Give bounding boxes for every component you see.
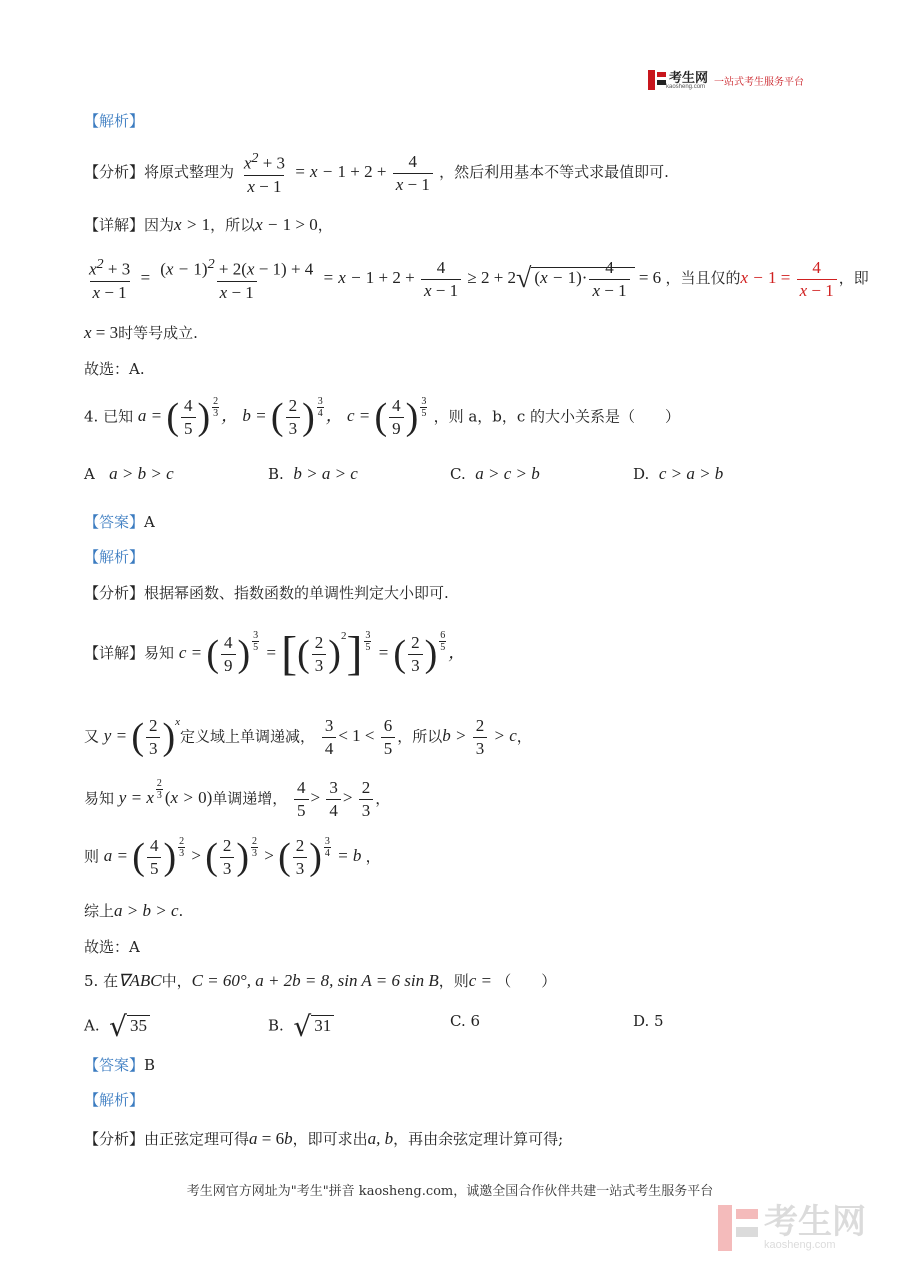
text: ，则 [438,972,469,990]
fenxi-tag: 【分析】 [84,163,145,182]
triangle: ∇ABC [118,971,162,990]
formula: a = ( $\frac{4}{5}$ ) $\frac{2}{3}$ ， b = ( $\frac{2}{3}$ ) $\frac{3}{4}$ ， c = ( $\frac{4}{9}$ ) $\frac{3}{5}$ [137,396,427,439]
logo-name: 考生网 [669,69,709,85]
logo-domain: kaosheng.com [666,83,706,90]
page-footer: 考生网官方网址为"考生"拼音 kaosheng.com，诚邀全国合作伙伴共建一站式考生服务平台 [186,1184,714,1199]
answer-value: B [144,1056,156,1074]
xiangjie-tag: 【详解】 [84,643,145,662]
formula: a = 6b [249,1129,293,1148]
text: ，当且仅的 [665,269,741,288]
formula: $\frac{x^2 + 3}{x - 1}$ = x − 1 + 2 + $\frac{4}{x - 1}$ [239,162,439,181]
formula: b > $\frac{2}{3}$ > c [442,716,517,758]
option-expr: 35 [127,1015,150,1035]
formula: x > 1 [174,215,211,234]
q5-stem: 5. 在∇ABC中，C = 60°, a + 2b = 8, sin A = 6 sin B，则c = （ ） [84,971,557,990]
option-label: D. [633,1012,650,1030]
q4-line2: 又 y = ( $\frac{2}{3}$ )x定义域上单调递减， $\frac{3}{4}$ < 1 < $\frac{6}{5}$ ，所以b > $\frac{2}{3}$ > c， [84,716,532,759]
watermark-name: 考生网 [764,1203,866,1241]
q4-option-d [633,464,723,484]
option-expr: 31 [311,1015,334,1035]
q4-guxuan: 故选：A [84,938,140,956]
formula: a > b > c [114,901,179,920]
text: 时等号成立. [118,324,198,342]
q3-fenxi-line [84,150,669,197]
text: 根据幂函数、指数函数的单调性判定大小即可. [144,584,449,602]
answer-value: A [144,513,155,531]
question-number: 5. 在 [84,972,119,990]
daan-tag: 【答案】 [84,513,145,531]
formula: $\frac{4}{5}$ > $\frac{3}{4}$ > $\frac{2}{3}$ [292,788,375,807]
question-number: 4. 已知 [84,407,134,426]
option-expr: a > c > b [475,464,540,483]
option-label: B. [268,1016,284,1035]
text: 易知 [144,643,175,662]
q5-jiexi-tag: 【解析】 [84,1091,145,1109]
conditions: C = 60°, a + 2b = 8, sin A = 6 sin B [191,971,439,990]
text: ，然后利用基本不等式求最值即可. [439,163,669,182]
formula: c = ( $\frac{4}{9}$ ) $\frac{3}{5}$ = [( $\frac{2}{3}$ )2] $\frac{3}{5}$ = ( $\frac{2}{3}$ ) $\frac{6}{5}$ ， [178,627,466,680]
text: 因为 [144,216,175,234]
q4-stem [84,396,680,439]
kaosheng-logo-icon [648,70,666,90]
daan-tag: 【答案】 [84,1056,145,1074]
q5-option-c [450,1012,480,1030]
text: 则 [84,847,100,866]
option-label: D. [633,465,650,483]
text: 易知 [84,789,115,808]
option-label: C. [450,1012,466,1030]
text: 中， [161,972,192,990]
q3-derivation [84,256,869,303]
option-label: C. [450,465,466,483]
q4-jiexi-tag: 【解析】 [84,548,145,566]
formula: x − 1 > 0 [255,215,318,234]
formula: a, b [367,1129,394,1148]
option-expr: c > a > b [658,464,724,483]
blank: （ ） [496,972,557,990]
formula: $\frac{3}{4}$ < 1 < $\frac{6}{5}$ [320,726,397,745]
option-expr: a > b > c [109,464,174,483]
text: 又 [84,727,100,746]
formula: x = 3 [84,323,119,342]
option-expr: 6 [470,1012,481,1030]
option-expr: 5 [654,1012,664,1030]
q4-option-c [450,464,540,484]
watermark-domain: kaosheng.com [764,1239,836,1251]
sqrt-icon: √ [293,1010,312,1043]
q4-answer [84,511,155,532]
q5-option-d [633,1012,664,1030]
q5-fenxi [84,1128,563,1149]
kaosheng-watermark-icon [718,1205,758,1251]
watermark [718,1205,866,1251]
q5-option-a [84,1010,150,1043]
formula: a = ( $\frac{4}{5}$ ) $\frac{2}{3}$ > ( $\frac{2}{3}$ ) $\frac{2}{3}$ > ( $\frac{2}{3}$ ) $\frac{3}{4}$ = b [103,836,366,879]
formula: $\frac{x^2 + 3}{x - 1}$ = $\frac{(x - 1)^2 + 2(x - 1) + 4}{x - 1}$ = x − 1 + 2 + $\frac{4}{x - 1}$ ≥ 2 + 2√ (x − 1)· $\frac{4}{x - 1}$ = 6 [89,256,662,302]
text: ，即可求出 [292,1130,368,1148]
q3-jiexi-tag: 【解析】 [84,112,145,130]
text: ，所以 [210,216,256,234]
q4-xiangjie-line [84,627,466,680]
q5-option-b [268,1010,334,1043]
text: 将原式整理为 [144,163,235,182]
q5-answer [84,1054,155,1075]
text: 定义域上单调递减， [180,727,316,746]
q4-option-a [84,464,174,484]
q3-guxuan: 故选：A. [84,360,145,378]
option-label: A [84,465,95,483]
text: ，即 [838,269,869,288]
header-logo [648,70,804,90]
option-label: B. [268,465,284,483]
text: 综上 [84,902,115,920]
q4-line3: 易知 y = x $\frac{2}{3}$ (x > 0)单调递增， $\frac{4}{5}$ > $\frac{3}{4}$ > $\frac{2}{3}$ ， [84,778,391,820]
q3-equality-line [84,322,198,343]
option-label: A. [84,1016,100,1035]
q4-line4: 则 a = ( $\frac{4}{5}$ ) $\frac{2}{3}$ > ( $\frac{2}{3}$ ) $\frac{2}{3}$ > ( $\frac{2}{3}$ ) $\frac{3}{4}$ = b ， [84,836,381,879]
text: ，所以 [397,727,443,746]
logo-slogan: 一站式考生服务平台 [714,76,805,88]
fenxi-tag: 【分析】 [84,584,145,602]
q4-option-b [268,464,358,484]
sqrt-icon: √ [109,1010,127,1043]
equality-condition: x − 1 = $\frac{4}{x - 1}$ [740,268,838,287]
q4-fenxi [84,582,449,603]
q3-xiangjie-line: 【详解】因为x > 1，所以x − 1 > 0， [84,215,333,234]
fenxi-tag: 【分析】 [84,1130,145,1148]
q4-summary: 综上a > b > c. [84,901,184,920]
text: 由正弦定理可得 [144,1130,250,1148]
text: ，再由余弦定理计算可得; [393,1130,564,1148]
formula: y = x $\frac{2}{3}$ (x > 0) [118,778,213,808]
text: ，则 a，b，c 的大小关系是（ ） [433,407,681,426]
xiangjie-tag: 【详解】 [84,216,145,234]
text: 单调递增， [212,789,288,808]
formula: y = ( $\frac{2}{3}$ )x [103,716,181,759]
option-expr: b > a > c [293,464,358,483]
